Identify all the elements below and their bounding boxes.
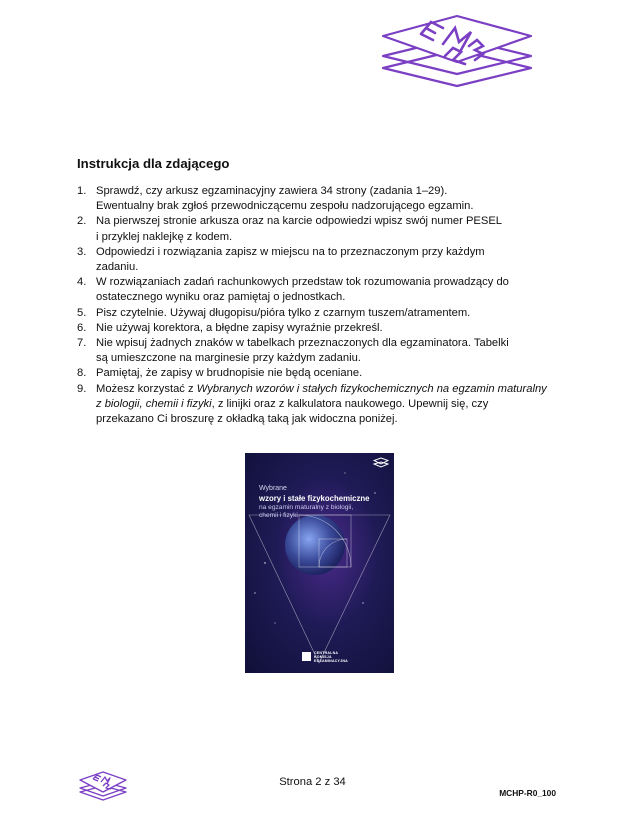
cke-logo-icon [302,652,311,661]
em23-logo [373,12,541,110]
exam-code: MCHP-R0_100 [499,788,556,798]
page-number: Strona 2 z 34 [279,776,346,788]
cover-title-line1: Wybrane [259,485,287,492]
instruction-item: 7. Nie wpisuj żadnych znaków w tabelkach przeznaczonych dla egzaminatora. Tabelki są umieszczone na marginesie przy każdym zadaniu. [77,337,509,365]
instruction-item: 2. Na pierwszej stronie arkusza oraz na karcie odpowiedzi wpisz swój numer PESEL i przyklej naklejkę z kodem. [77,215,503,243]
cover-institution: CENTRALNA KOMISJA EGZAMINACYJNA [314,651,348,663]
instructions-list [77,184,547,427]
cover-title-line3: na egzamin maturalny z biologii, chemii i fizyki [259,504,354,519]
brochure-title: Wybranych wzorów i stałych fizykochemicznych na egzamin maturalny z biologii, chemii i fizyki [96,382,547,410]
instruction-item: 9. Możesz korzystać z Wybranych wzorów i stałych fizykochemicznych na egzamin maturalny z biologii, chemii i fizyki, z linijki oraz z kalkulatora naukowego. Upewnij się, czy przekazano Ci broszurę z okładką taką jak widoczna poniżej. [77,382,547,426]
cover-em-badge-icon [373,457,389,469]
instruction-item: 5. Pisz czytelnie. Używaj długopisu/pióra tylko z czarnym tuszem/atramentem. [77,306,471,319]
instruction-item: 6. Nie używaj korektora, a błędne zapisy wyraźnie przekreśl. [77,321,383,334]
instructions-heading: Instrukcja dla zdającego [77,156,230,171]
instruction-item: 4. W rozwiązaniach zadań rachunkowych przedstaw tok rozumowania prowadzący do ostatecznego wyniku oraz pamiętaj o jednostkach. [77,276,509,304]
cover-title-line2: wzory i stałe fizykochemiczne [259,494,370,503]
instruction-item: 8. Pamiętaj, że zapisy w brudnopisie nie będą oceniane. [77,367,363,380]
instruction-item: 3. Odpowiedzi i rozwiązania zapisz w miejscu na to przeznaczonym przy każdym zadaniu. [77,245,485,274]
brochure-cover-image [245,453,394,673]
instruction-item: 1. Sprawdź, czy arkusz egzaminacyjny zawiera 34 strony (zadania 1–29). Ewentualny brak zgłoś przewodniczącemu zespołu nadzorującego egzamin. [77,185,474,213]
